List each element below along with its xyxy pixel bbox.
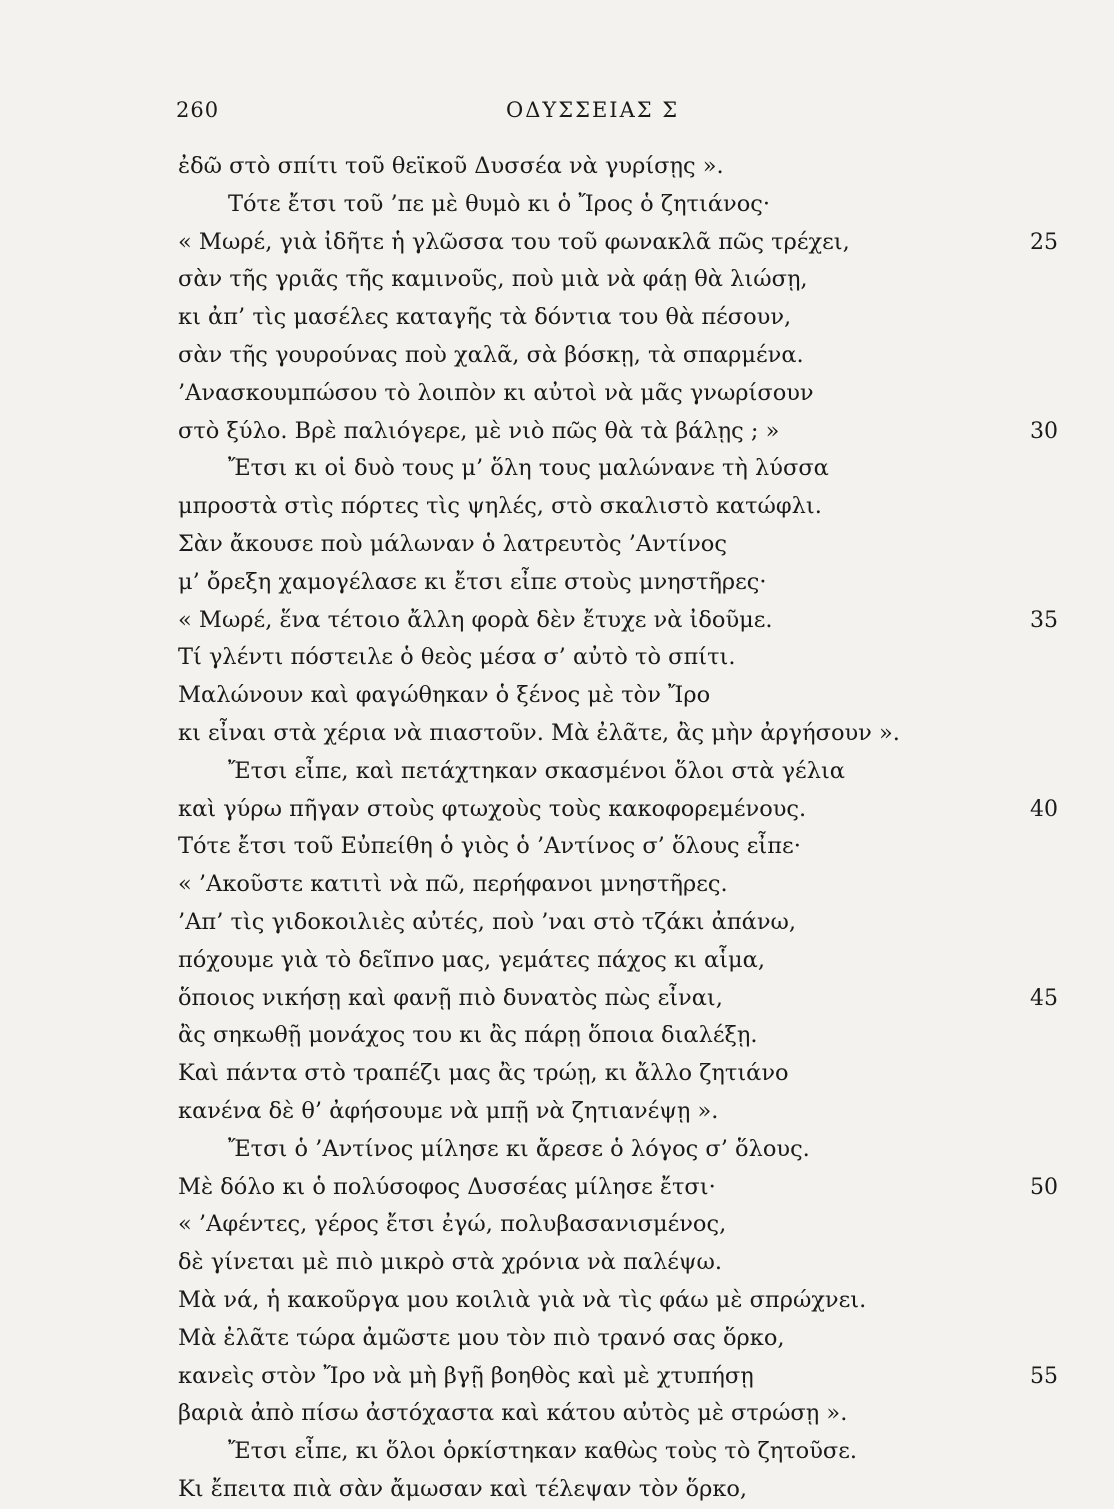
running-head bbox=[176, 98, 966, 132]
verse-line bbox=[178, 1244, 1058, 1282]
verse-line-text: κανεὶς στὸν Ἴρο νὰ μὴ βγῇ βοηθὸς καὶ μὲ χτυπήσῃ bbox=[178, 1362, 754, 1389]
verse-line-text: « ’Αφέντες, γέρος ἔτσι ἐγώ, πολυβασανισμένος, bbox=[178, 1211, 727, 1238]
verse-line-text: βαριὰ ἀπὸ πίσω ἀστόχαστα καὶ κάτου αὐτὸς μὲ στρώσῃ ». bbox=[178, 1400, 848, 1427]
verse-line-text: μ’ ὄρεξη χαμογέλασε κι ἔτσι εἶπε στοὺς μνηστῆρες· bbox=[178, 568, 767, 595]
verse-line bbox=[178, 1395, 1058, 1433]
verse-line-text: κι εἶναι στὰ χέρια νὰ πιαστοῦν. Μὰ ἐλᾶτε, ἂς μὴν ἀργήσουν ». bbox=[178, 719, 900, 746]
verse-line bbox=[178, 1055, 1058, 1093]
verse-line-text: Μὲ δόλο κι ὁ πολύσοφος Δυσσέας μίλησε ἔτσι· bbox=[178, 1173, 716, 1200]
verse-line bbox=[178, 980, 1058, 1018]
verse-line bbox=[178, 564, 1058, 602]
verse-line bbox=[178, 753, 1058, 791]
verse-line-text: μπροστὰ στὶς πόρτες τὶς ψηλές, στὸ σκαλιστὸ κατώφλι. bbox=[178, 493, 822, 520]
verse-line-text: Μὰ νά, ἡ κακοῦργα μου κοιλιὰ γιὰ νὰ τὶς φάω μὲ σπρώχνει. bbox=[178, 1286, 867, 1313]
verse-line-text: Καὶ πάντα στὸ τραπέζι μας ἂς τρώῃ, κι ἄλλο ζητιάνο bbox=[178, 1060, 789, 1087]
verse-line-text: ’Ανασκουμπώσου τὸ λοιπὸν κι αὐτοὶ νὰ μᾶς γνωρίσουν bbox=[178, 379, 814, 406]
verse-line-text: Κι ἔπειτα πιὰ σὰν ἄμωσαν καὶ τέλεψαν τὸν ὅρκο, bbox=[178, 1475, 748, 1502]
verse-line-text: κανένα δὲ θ’ ἀφήσουμε νὰ μπῇ νὰ ζητιανέψῃ ». bbox=[178, 1097, 719, 1124]
verse-line-text: « ’Ακοῦστε κατιτὶ νὰ πῶ, περήφανοι μνηστῆρες. bbox=[178, 871, 728, 898]
line-number: 45 bbox=[1030, 985, 1058, 1011]
verse-line-text: Ἔτσι εἶπε, καὶ πετάχτηκαν σκασμένοι ὅλοι στὰ γέλια bbox=[228, 757, 845, 784]
verse-line bbox=[178, 1131, 1058, 1169]
verse-line bbox=[178, 526, 1058, 564]
verse-line bbox=[178, 186, 1058, 224]
verse-line bbox=[178, 1093, 1058, 1131]
verse-line-text: Μαλώνουν καὶ φαγώθηκαν ὁ ξένος μὲ τὸν Ἴρο bbox=[178, 682, 711, 709]
verse-line bbox=[178, 677, 1058, 715]
verse-line bbox=[178, 942, 1058, 980]
verse-line bbox=[178, 413, 1058, 451]
verse-line bbox=[178, 639, 1058, 677]
line-number: 30 bbox=[1030, 418, 1058, 444]
line-number: 50 bbox=[1030, 1174, 1058, 1200]
verse-line-text: ἂς σηκωθῇ μονάχος του κι ἂς πάρῃ ὅποια διαλέξῃ. bbox=[178, 1022, 758, 1049]
verse-line-text: Ἔτσι ὁ ’Αντίνος μίλησε κι ἄρεσε ὁ λόγος σ’ ὅλους. bbox=[228, 1135, 810, 1162]
verse-block bbox=[178, 148, 1058, 1509]
verse-line bbox=[178, 1358, 1058, 1396]
page-number: 260 bbox=[176, 98, 220, 122]
line-number: 55 bbox=[1030, 1363, 1058, 1389]
verse-line bbox=[178, 224, 1058, 262]
verse-line bbox=[178, 1282, 1058, 1320]
verse-line-text: Σὰν ἄκουσε ποὺ μάλωναν ὁ λατρευτὸς ’Αντίνος bbox=[178, 530, 727, 557]
verse-line-text: Ἔτσι κι οἱ δυὸ τους μ’ ὅλη τους μαλώνανε τὴ λύσσα bbox=[228, 455, 829, 482]
verse-line bbox=[178, 1017, 1058, 1055]
verse-line bbox=[178, 1320, 1058, 1358]
verse-line-text: ’Απ’ τὶς γιδοκοιλιὲς αὐτές, ποὺ ’ναι στὸ τζάκι ἀπάνω, bbox=[178, 908, 796, 935]
verse-line-text: καὶ γύρω πῆγαν στοὺς φτωχοὺς τοὺς κακοφορεμένους. bbox=[178, 795, 807, 822]
verse-line-text: δὲ γίνεται μὲ πιὸ μικρὸ στὰ χρόνια νὰ παλέψω. bbox=[178, 1249, 723, 1276]
verse-line bbox=[178, 450, 1058, 488]
verse-line-text: στὸ ξύλο. Βρὲ παλιόγερε, μὲ νιὸ πῶς θὰ τὰ βάλῃς ; » bbox=[178, 417, 780, 444]
verse-line bbox=[178, 148, 1058, 186]
verse-line-text: Τί γλέντι πόστειλε ὁ θεὸς μέσα σ’ αὐτὸ τὸ σπίτι. bbox=[178, 644, 736, 671]
verse-line bbox=[178, 904, 1058, 942]
verse-line bbox=[178, 1433, 1058, 1471]
verse-line bbox=[178, 337, 1058, 375]
line-number: 25 bbox=[1030, 229, 1058, 255]
verse-line-text: ἐδῶ στὸ σπίτι τοῦ θεϊκοῦ Δυσσέα νὰ γυρίσῃς ». bbox=[178, 153, 724, 179]
verse-line bbox=[178, 828, 1058, 866]
verse-line bbox=[178, 1206, 1058, 1244]
verse-line bbox=[178, 791, 1058, 829]
verse-line-text: ὅποιος νικήσῃ καὶ φανῇ πιὸ δυνατὸς πὼς εἶναι, bbox=[178, 984, 723, 1011]
verse-line bbox=[178, 715, 1058, 753]
book-title: ΟΔΥΣΣΕΙΑΣ Σ bbox=[506, 98, 680, 122]
verse-line bbox=[178, 866, 1058, 904]
verse-line bbox=[178, 602, 1058, 640]
verse-line-text: σὰν τῆς γριᾶς τῆς καμινοῦς, ποὺ μιὰ νὰ φάῃ θὰ λιώσῃ, bbox=[178, 266, 808, 293]
verse-line-text: « Μωρέ, γιὰ ἰδῆτε ἡ γλῶσσα του τοῦ φωνακλᾶ πῶς τρέχει, bbox=[178, 228, 850, 255]
verse-line-text: « Μωρέ, ἕνα τέτοιο ἄλλη φορὰ δὲν ἔτυχε νὰ ἰδοῦμε. bbox=[178, 606, 773, 633]
verse-line-text: πόχουμε γιὰ τὸ δεῖπνο μας, γεμάτες πάχος κι αἷμα, bbox=[178, 946, 766, 973]
line-number: 40 bbox=[1030, 796, 1058, 822]
verse-line bbox=[178, 488, 1058, 526]
verse-line-text: κι ἀπ’ τὶς μασέλες καταγῆς τὰ δόντια του θὰ πέσουν, bbox=[178, 304, 792, 331]
verse-line bbox=[178, 261, 1058, 299]
verse-line-text: Τότε ἔτσι τοῦ Εὐπείθη ὁ γιὸς ὁ ’Αντίνος σ’ ὅλους εἶπε· bbox=[178, 833, 801, 860]
line-number: 35 bbox=[1030, 607, 1058, 633]
verse-line-text: Τότε ἔτσι τοῦ ’πε μὲ θυμὸ κι ὁ Ἴρος ὁ ζητιάνος· bbox=[228, 190, 770, 217]
verse-line bbox=[178, 1169, 1058, 1207]
verse-line bbox=[178, 375, 1058, 413]
verse-line-text: σὰν τῆς γουρούνας ποὺ χαλᾶ, σὰ βόσκῃ, τὰ σπαρμένα. bbox=[178, 341, 804, 368]
verse-line-text: Ἔτσι εἶπε, κι ὅλοι ὁρκίστηκαν καθὼς τοὺς τὸ ζητοῦσε. bbox=[228, 1438, 858, 1465]
verse-line bbox=[178, 299, 1058, 337]
verse-line bbox=[178, 1471, 1058, 1509]
verse-line-text: Μὰ ἐλᾶτε τώρα ἀμῶστε μου τὸν πιὸ τρανό σας ὅρκο, bbox=[178, 1324, 785, 1351]
